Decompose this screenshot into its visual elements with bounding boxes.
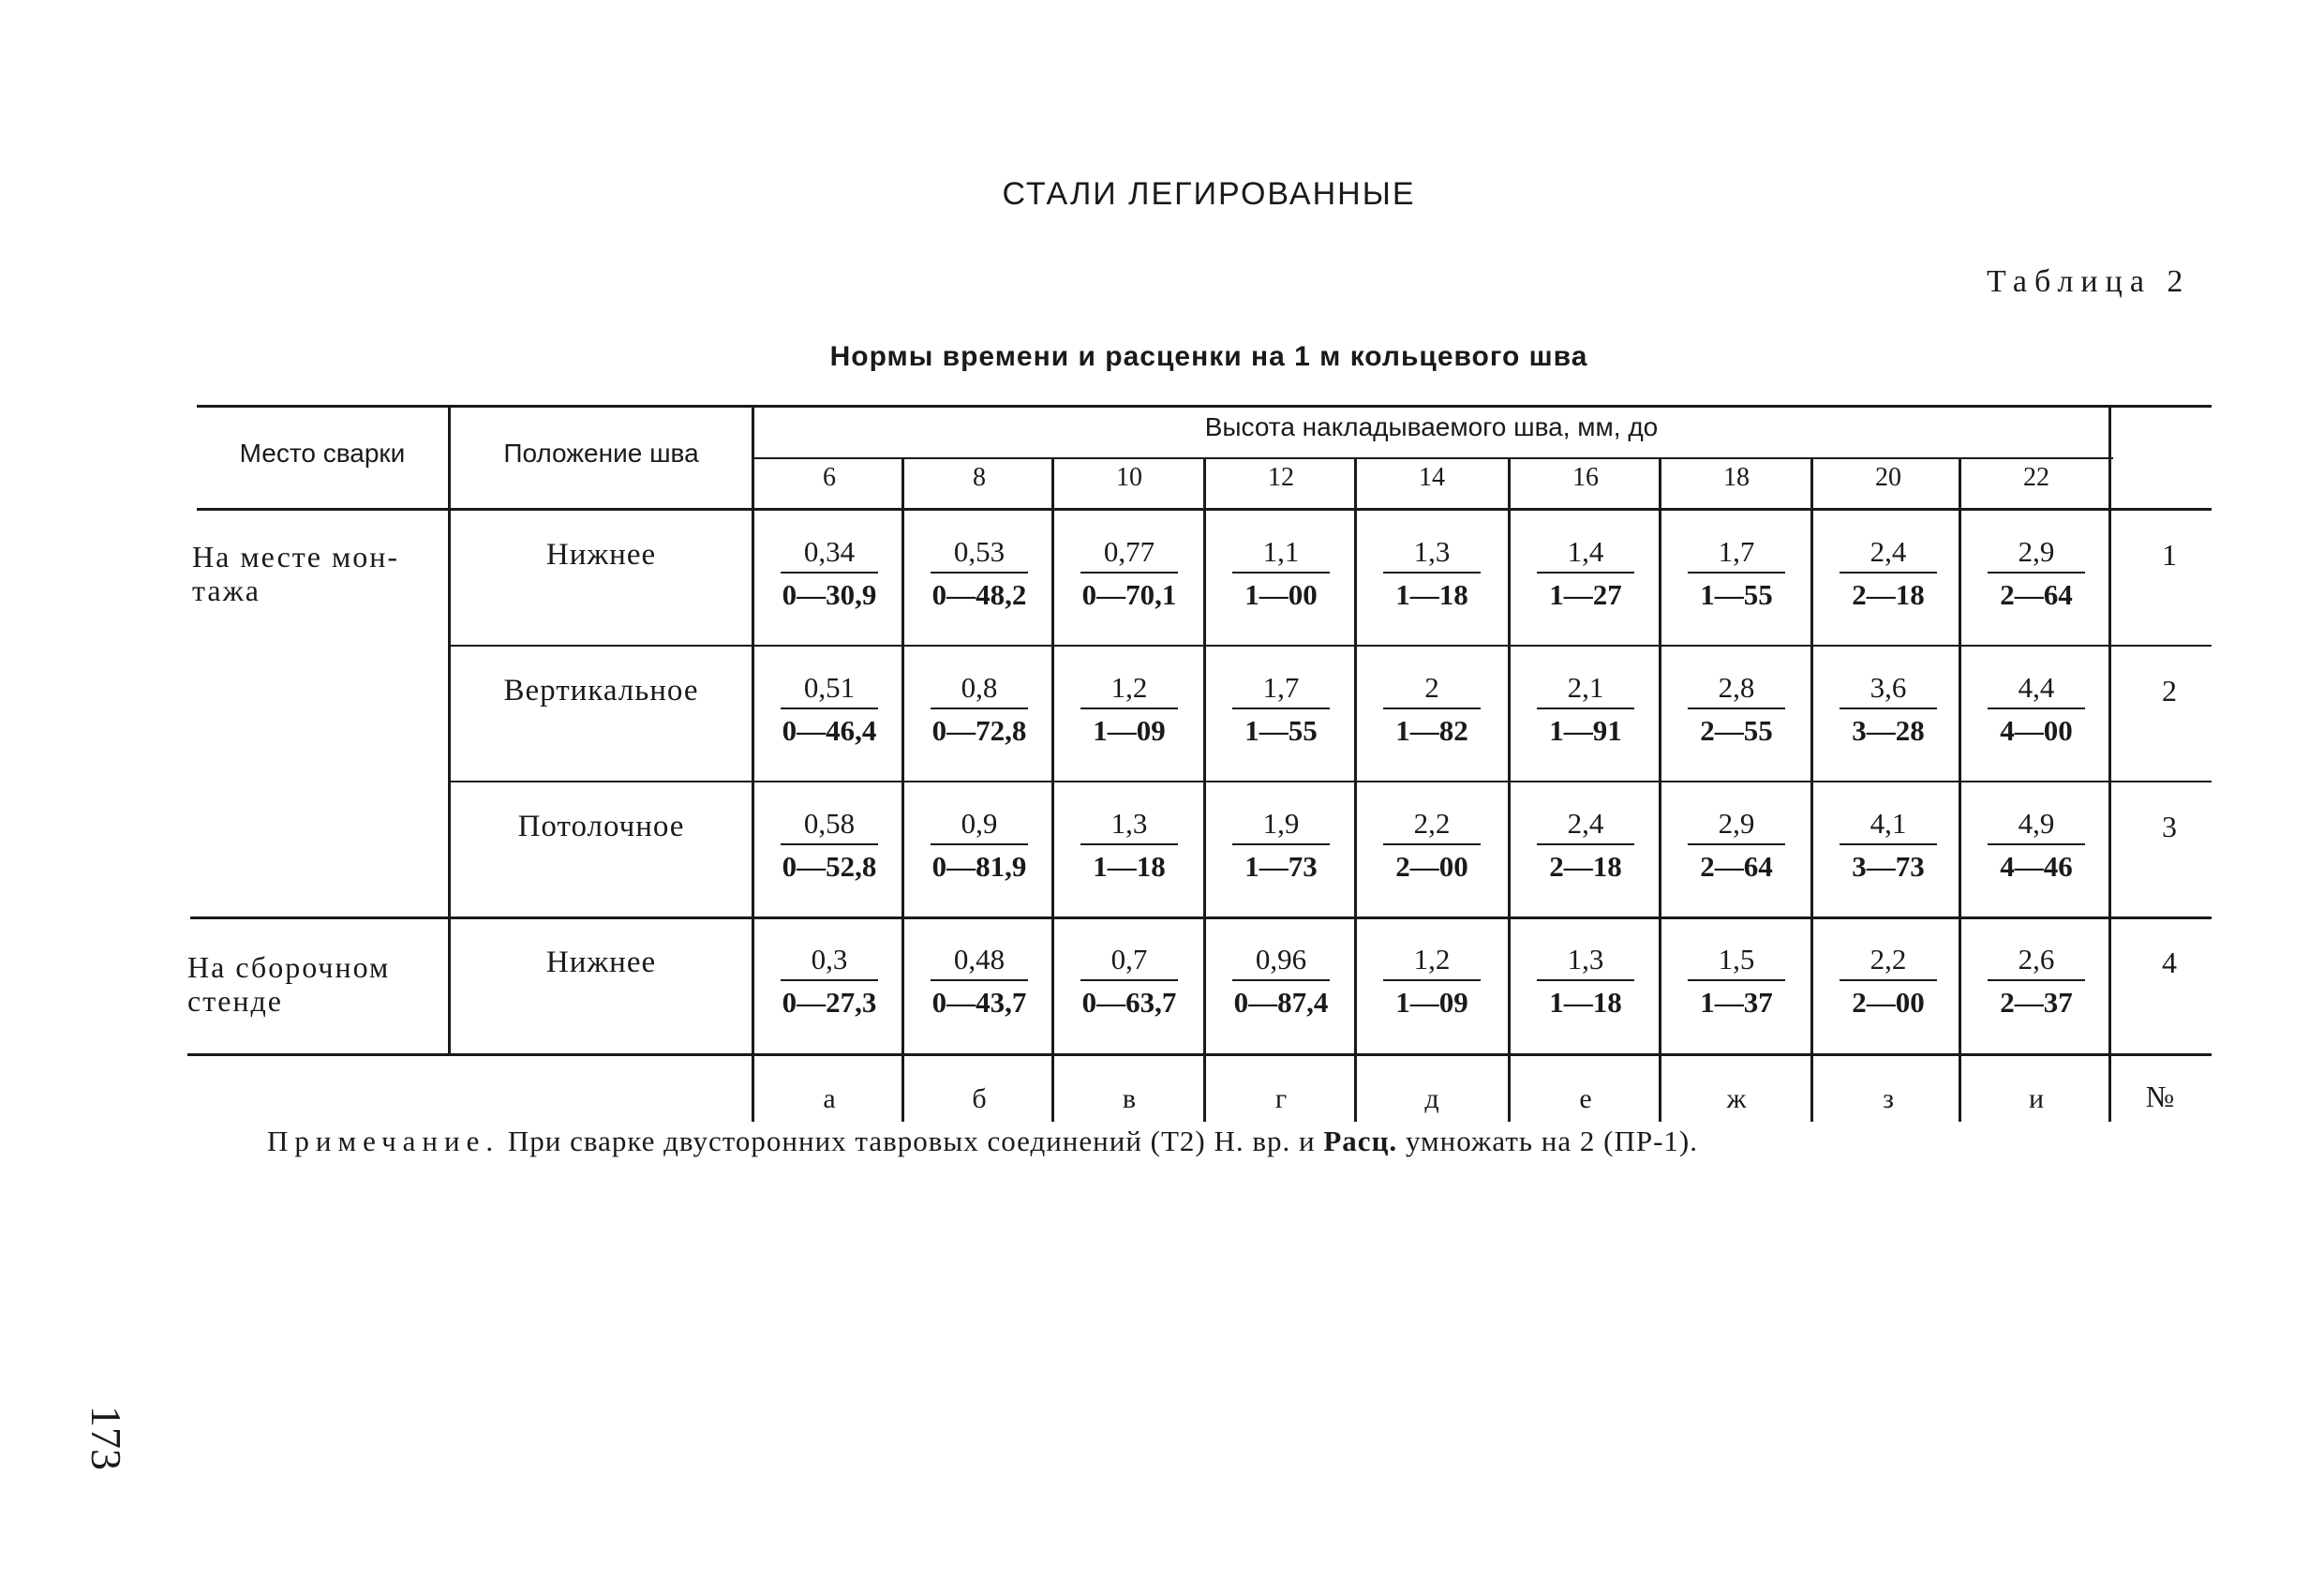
price-rate: 1—91 (1549, 714, 1622, 747)
price-rate: 1—73 (1244, 850, 1318, 883)
norm-cell (1206, 942, 1356, 1020)
column-letter: д (1424, 1083, 1439, 1114)
row-number: 1 (2162, 538, 2177, 572)
norm-cell (1054, 670, 1204, 749)
norm-cell (1661, 806, 1811, 885)
col-header-height: Высота накладываемого шва, мм, до (1204, 412, 1659, 441)
seam-position: Нижнее (545, 946, 657, 979)
norm-cell (754, 670, 904, 749)
page-number: 173 (82, 1406, 130, 1470)
norm-cell (1357, 534, 1507, 613)
time-norm: 2,8 (1718, 671, 1755, 704)
price-rate: 0—87,4 (1233, 986, 1329, 1019)
norm-cell (1511, 806, 1661, 885)
norm-cell (1961, 806, 2111, 885)
fraction-bar (1537, 572, 1634, 574)
height-value: 20 (1875, 463, 1901, 492)
norm-cell (1357, 670, 1507, 749)
price-rate: 2—55 (1700, 714, 1773, 747)
norm-cell (904, 670, 1054, 749)
norm-cell (1206, 670, 1356, 749)
fraction-bar (1232, 979, 1330, 981)
height-value: 18 (1723, 463, 1750, 492)
height-value: 12 (1268, 463, 1294, 492)
time-norm: 0,34 (803, 535, 856, 568)
place-assembly-stand: На сборочном стенде (187, 950, 391, 1018)
fraction-bar (1840, 843, 1937, 845)
time-norm: 1,4 (1567, 535, 1604, 568)
fraction-bar (1988, 843, 2085, 845)
price-rate: 0—81,9 (931, 850, 1027, 883)
fraction-bar (1080, 708, 1178, 709)
table-note (267, 1125, 1698, 1158)
column-letter: з (1883, 1083, 1894, 1114)
note-lead: Примечание. (267, 1125, 500, 1157)
fraction-bar (1537, 843, 1634, 845)
norm-cell (1054, 942, 1204, 1020)
time-norm: 1,2 (1413, 943, 1451, 976)
column-letter: б (972, 1083, 987, 1114)
col-header-position: Положение шва (503, 439, 699, 468)
time-norm: 2,9 (1718, 807, 1755, 840)
price-rate: 3—73 (1852, 850, 1925, 883)
fraction-bar (1988, 572, 2085, 574)
norm-cell (1511, 942, 1661, 1020)
column-letter: е (1579, 1083, 1592, 1114)
norm-cell (1206, 806, 1356, 885)
price-rate: 2—18 (1852, 578, 1925, 611)
seam-position: Нижнее (545, 538, 657, 572)
fraction-bar (781, 843, 878, 845)
price-rate: 2—00 (1852, 986, 1925, 1019)
time-norm: 0,3 (811, 943, 848, 976)
price-rate: 0—46,4 (782, 714, 877, 747)
fraction-bar (931, 572, 1028, 574)
fraction-bar (1232, 708, 1330, 709)
fraction-bar (781, 708, 878, 709)
price-rate: 0—48,2 (931, 578, 1027, 611)
seam-position: Вертикальное (503, 674, 699, 708)
time-norm: 2,1 (1567, 671, 1604, 704)
time-norm: 3,6 (1870, 671, 1907, 704)
fraction-bar (1840, 708, 1937, 709)
row-number: 2 (2162, 674, 2177, 708)
time-norm: 0,8 (961, 671, 998, 704)
price-rate: 1—18 (1395, 578, 1468, 611)
table-bottom-rule (187, 1053, 2212, 1056)
table-label: Таблица 2 (1987, 264, 2191, 299)
price-rate: 2—00 (1395, 850, 1468, 883)
table-top-rule (197, 405, 2212, 408)
height-header-rule (754, 457, 2113, 459)
price-rate: 4—46 (2000, 850, 2073, 883)
time-norm: 1,1 (1262, 535, 1300, 568)
note-text-2: умножать на 2 (ПР-1). (1405, 1125, 1698, 1157)
time-norm: 2,2 (1413, 807, 1451, 840)
place-montage: На месте мон- тажа (192, 540, 399, 607)
norm-cell (1813, 670, 1963, 749)
price-rate: 0—30,9 (782, 578, 877, 611)
fraction-bar (1537, 979, 1634, 981)
row-rule-1 (448, 645, 2212, 647)
norm-cell (904, 942, 1054, 1020)
time-norm: 2,4 (1870, 535, 1907, 568)
norm-cell (1357, 806, 1507, 885)
time-norm: 2,4 (1567, 807, 1604, 840)
time-norm: 4,9 (2018, 807, 2055, 840)
price-rate: 1—18 (1549, 986, 1622, 1019)
time-norm: 1,7 (1718, 535, 1755, 568)
price-rate: 2—64 (1700, 850, 1773, 883)
time-norm: 2,2 (1870, 943, 1907, 976)
time-norm: 1,9 (1262, 807, 1300, 840)
time-norm: 1,3 (1110, 807, 1148, 840)
fraction-bar (1232, 572, 1330, 574)
price-rate: 1—09 (1395, 986, 1468, 1019)
height-value: 14 (1419, 463, 1445, 492)
row-number: 4 (2162, 946, 2177, 979)
time-norm: 0,96 (1255, 943, 1307, 976)
time-norm: 1,7 (1262, 671, 1300, 704)
time-norm: 1,2 (1110, 671, 1148, 704)
fraction-bar (931, 708, 1028, 709)
row-rule-3 (190, 916, 2212, 919)
fraction-bar (1988, 979, 2085, 981)
fraction-bar (1383, 979, 1481, 981)
fraction-bar (1080, 843, 1178, 845)
time-norm: 1,5 (1718, 943, 1755, 976)
norm-cell (1511, 670, 1661, 749)
norm-cell (754, 534, 904, 613)
time-norm: 0,58 (803, 807, 856, 840)
norm-cell (1661, 942, 1811, 1020)
norm-cell (904, 534, 1054, 613)
height-value: 22 (2023, 463, 2049, 492)
column-letter: г (1274, 1083, 1288, 1114)
price-rate: 0—52,8 (782, 850, 877, 883)
fraction-bar (1988, 708, 2085, 709)
norm-cell (1357, 942, 1507, 1020)
norm-cell (1661, 534, 1811, 613)
seam-position: Потолочное (517, 810, 685, 843)
norm-cell (1961, 670, 2111, 749)
price-rate: 0—43,7 (931, 986, 1027, 1019)
norm-cell (1054, 806, 1204, 885)
time-norm: 0,77 (1103, 535, 1155, 568)
price-rate: 2—64 (2000, 578, 2073, 611)
norm-cell (1813, 534, 1963, 613)
price-rate: 2—37 (2000, 986, 2073, 1019)
price-rate: 1—55 (1244, 714, 1318, 747)
price-rate: 1—18 (1093, 850, 1166, 883)
page-title: СТАЛИ ЛЕГИРОВАННЫЕ (1002, 176, 1416, 212)
fraction-bar (1688, 572, 1785, 574)
fraction-bar (1080, 979, 1178, 981)
time-norm: 4,4 (2018, 671, 2055, 704)
row-rule-2 (448, 781, 2212, 782)
fraction-bar (931, 979, 1028, 981)
height-value: 8 (973, 463, 986, 492)
norm-cell (1961, 942, 2111, 1020)
fraction-bar (1688, 843, 1785, 845)
norm-cell (1511, 534, 1661, 613)
fraction-bar (1688, 708, 1785, 709)
time-norm: 2 (1424, 671, 1439, 704)
time-norm: 0,51 (803, 671, 856, 704)
price-rate: 1—09 (1093, 714, 1166, 747)
column-letter: в (1122, 1083, 1137, 1114)
fraction-bar (1688, 979, 1785, 981)
time-norm: 1,3 (1567, 943, 1604, 976)
price-rate: 1—27 (1549, 578, 1622, 611)
fraction-bar (931, 843, 1028, 845)
time-norm: 2,9 (2018, 535, 2055, 568)
height-value: 6 (823, 463, 836, 492)
fraction-bar (781, 979, 878, 981)
price-rate: 1—55 (1700, 578, 1773, 611)
price-rate: 0—27,3 (782, 986, 877, 1019)
column-letter: и (2028, 1083, 2045, 1114)
fraction-bar (781, 572, 878, 574)
fraction-bar (1537, 708, 1634, 709)
time-norm: 4,1 (1870, 807, 1907, 840)
price-rate: 1—82 (1395, 714, 1468, 747)
price-rate: 3—28 (1852, 714, 1925, 747)
fraction-bar (1232, 843, 1330, 845)
note-bold: Расц. (1323, 1125, 1398, 1157)
norm-cell (1661, 670, 1811, 749)
price-rate: 0—72,8 (931, 714, 1027, 747)
norm-cell (1961, 534, 2111, 613)
price-rate: 0—70,1 (1081, 578, 1177, 611)
time-norm: 0,53 (953, 535, 1006, 568)
fraction-bar (1080, 572, 1178, 574)
norm-cell (754, 806, 904, 885)
time-norm: 0,9 (961, 807, 998, 840)
fraction-bar (1840, 979, 1937, 981)
time-norm: 2,6 (2018, 943, 2055, 976)
row-number: 3 (2162, 810, 2177, 843)
fraction-bar (1383, 843, 1481, 845)
norm-cell (1813, 942, 1963, 1020)
column-letter: ж (1726, 1083, 1747, 1114)
height-value: 10 (1116, 463, 1142, 492)
time-norm: 1,3 (1413, 535, 1451, 568)
norm-cell (904, 806, 1054, 885)
time-norm: 0,7 (1110, 943, 1148, 976)
column-letter: а (823, 1083, 836, 1114)
col-header-place: Место сварки (239, 439, 406, 468)
footer-no-sign: № (2145, 1080, 2175, 1113)
height-value: 16 (1572, 463, 1599, 492)
price-rate: 2—18 (1549, 850, 1622, 883)
price-rate: 1—00 (1244, 578, 1318, 611)
time-norm: 0,48 (953, 943, 1006, 976)
price-rate: 1—37 (1700, 986, 1773, 1019)
norm-cell (1054, 534, 1204, 613)
norm-cell (754, 942, 904, 1020)
fraction-bar (1840, 572, 1937, 574)
norm-cell (1206, 534, 1356, 613)
fraction-bar (1383, 708, 1481, 709)
note-text-1: При сварке двусторонних тавровых соединений (Т2) Н. вр. и (507, 1125, 1316, 1157)
price-rate: 0—63,7 (1081, 986, 1177, 1019)
table-caption: Нормы времени и расценки на 1 м кольцевого шва (829, 341, 1588, 372)
fraction-bar (1383, 572, 1481, 574)
norm-cell (1813, 806, 1963, 885)
price-rate: 4—00 (2000, 714, 2073, 747)
